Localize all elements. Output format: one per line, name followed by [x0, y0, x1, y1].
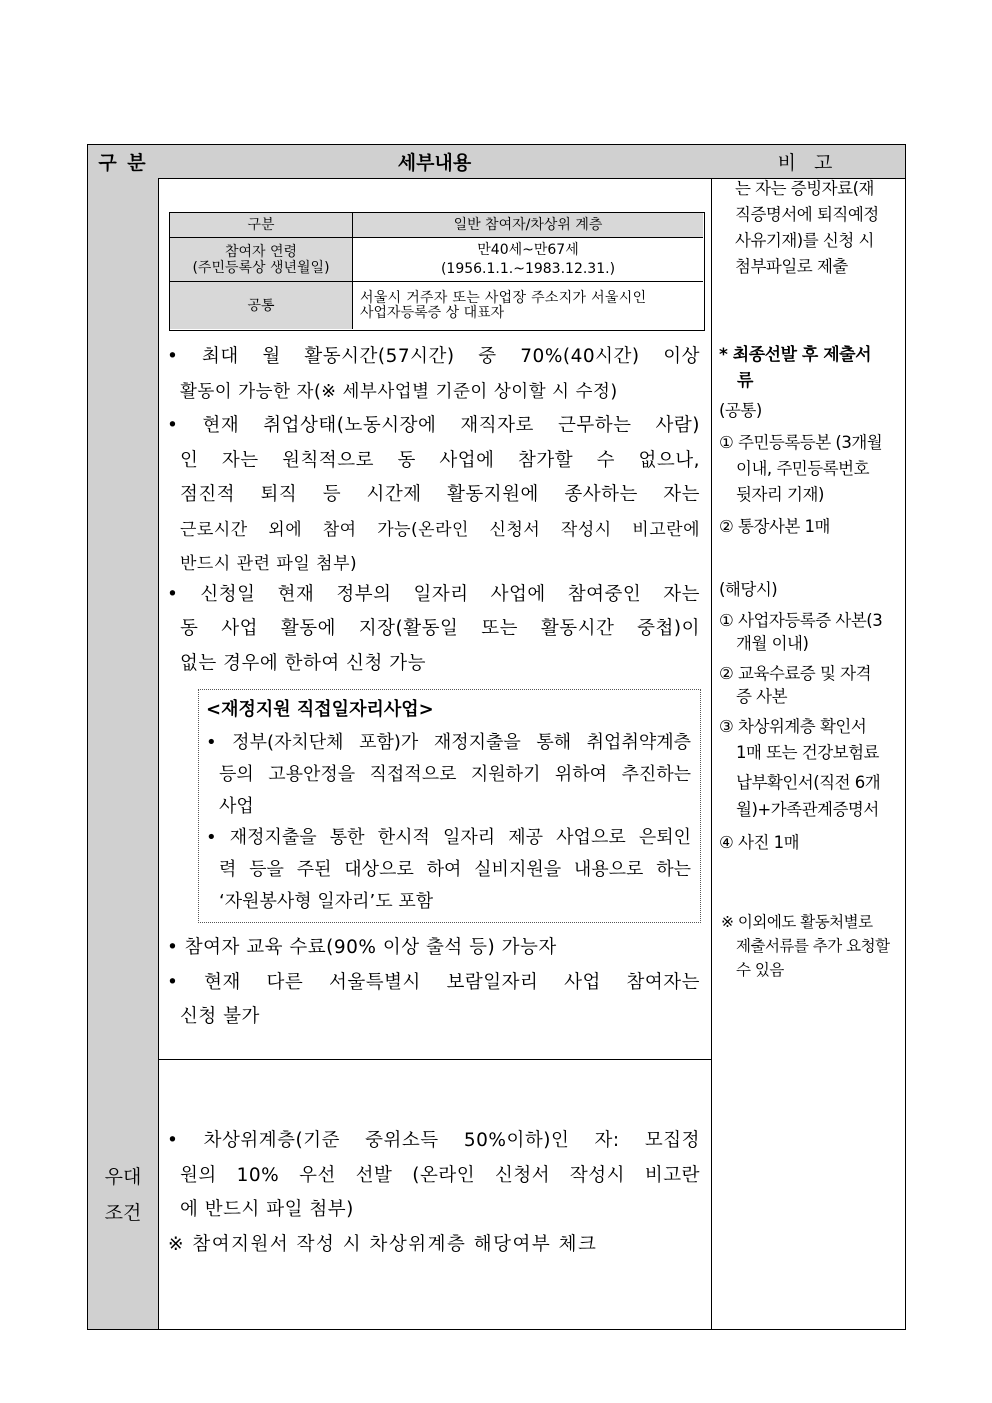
remark-top-4: 첨부파일로 제출: [735, 257, 848, 276]
header-col-category-label: 구 분: [98, 152, 148, 174]
bullet-2-line-4: 근로시간 외에 참여 가능(온라인 신청서 작성시 비고란에: [180, 520, 700, 540]
bullet-2-line-1: • 현재 취업상태(노동시장에 재직자로 근무하는 사람): [167, 415, 700, 436]
remark-note-1: ※ 이외에도 활동처별로: [721, 913, 873, 931]
bullet-3-line-3: 없는 경우에 한하여 신청 가능: [180, 653, 426, 674]
eligibility-header-target: 일반 참여자/차상위 계층: [353, 213, 703, 238]
remark-common-2: ② 통장사본 1매: [719, 517, 830, 536]
remark-final-title-2: 류: [737, 371, 753, 391]
bullet-3-line-1: • 신청일 현재 정부의 일자리 사업에 참여중인 자는: [167, 584, 700, 605]
remark-app-4: ④ 사진 1매: [719, 833, 800, 852]
remark-common-1-line-1: ① 주민등록등본 (3개월: [719, 433, 883, 452]
remark-final-title-1: * 최종선발 후 제출서: [719, 345, 872, 365]
box-line-3: 사업: [219, 796, 254, 817]
remark-top-3: 사유기재)를 신청 시: [735, 231, 874, 250]
bullet-2-line-5: 반드시 관련 파일 첨부): [180, 554, 358, 574]
box-line-1: • 정부(자치단체 포함)가 재정지출을 통해 취업취약계층: [206, 732, 691, 753]
remark-app-2-line-1: ② 교육수료증 및 자격: [719, 664, 872, 683]
remark-applicable-label: (해당시): [719, 580, 778, 599]
bullet-3-line-2: 동 사업 활동에 지장(활동일 또는 활동시간 중첩)이: [180, 618, 700, 639]
eligibility-age-label: 참여자 연령 (주민등록상 생년월일): [170, 238, 353, 282]
remark-note-2: 제출서류를 추가 요청할: [736, 937, 890, 955]
remark-app-3-line-3: 납부확인서(직전 6개: [736, 773, 881, 792]
bullet-1-line-2: 활동이 가능한 자(※ 세부사업별 기준이 상이할 시 수정): [180, 382, 618, 402]
eligibility-age-value: 만40세~만67세 (1956.1.1.~1983.12.31.): [353, 238, 703, 282]
row1-category-cell: [87, 178, 159, 1060]
eligibility-table: [169, 212, 705, 331]
box-line-6: ‘자원봉사형 일자리’도 포함: [219, 891, 434, 912]
pref-line-3: 에 반드시 파일 첨부): [180, 1199, 354, 1220]
bullet-5-line-2: 신청 불가: [180, 1006, 260, 1027]
bullet-2-line-3: 점진적 퇴직 등 시간제 활동지원에 종사하는 자는: [180, 484, 700, 505]
remark-note-3: 수 있음: [736, 961, 784, 979]
header-col-remarks: [711, 144, 906, 179]
pref-line-4: ※ 참여지원서 작성 시 차상위계층 해당여부 체크: [168, 1234, 598, 1255]
remark-app-3-line-1: ③ 차상위계층 확인서: [719, 717, 867, 736]
remark-app-3-line-2: 1매 또는 건강보험료: [736, 743, 879, 762]
bullet-2-line-2: 인 자는 원칙적으로 동 사업에 참가할 수 없으나,: [180, 450, 700, 471]
bullet-5-line-1: • 현재 다른 서울특별시 보람일자리 사업 참여자는: [167, 972, 700, 993]
box-line-5: 력 등을 주된 대상으로 하여 실비지원을 내용으로 하는: [219, 859, 691, 880]
pref-line-1: • 차상위계층(기준 중위소득 50%이하)인 자: 모집정: [167, 1130, 700, 1151]
eligibility-common-value: 서울시 거주자 또는 사업장 주소지가 서울시인 사업자등록증 상 대표자: [360, 289, 647, 321]
row2-category-label-2: 조건: [104, 1202, 142, 1224]
pref-line-2: 원의 10% 우선 선발 (온라인 신청서 작성시 비고란: [180, 1165, 700, 1186]
row2-category-label-1: 우대: [104, 1166, 142, 1188]
bullet-4-line-1: • 참여자 교육 수료(90% 이상 출석 등) 가능자: [167, 937, 557, 958]
remark-common-1-line-3: 뒷자리 기재): [736, 485, 824, 504]
eligibility-common-label: 공통: [170, 282, 353, 329]
box-line-4: • 재정지출을 통한 한시적 일자리 제공 사업으로 은퇴인: [206, 827, 691, 848]
remark-app-1-line-2: 개월 이내): [736, 634, 809, 653]
remark-app-2-line-2: 증 사본: [736, 687, 788, 706]
remark-app-3-line-4: 월)+가족관계증명서: [736, 800, 879, 819]
row2-category-cell: [87, 1059, 159, 1330]
box-line-2: 등의 고용안정을 직접적으로 지원하기 위하여 추진하는: [219, 764, 691, 785]
eligibility-header-category: 구분: [170, 213, 353, 238]
remark-app-1-line-1: ① 사업자등록증 사본(3: [719, 611, 883, 630]
header-col-details: [158, 144, 712, 179]
header-col-category: [87, 144, 159, 179]
header-col-details-label: 세부내용: [397, 152, 472, 174]
direct-job-program-title: <재정지원 직접일자리사업>: [206, 699, 434, 720]
remark-common-label: (공통): [719, 401, 762, 420]
remark-top-1: 는 자는 증빙자료(재: [735, 179, 874, 198]
bullet-1-line-1: • 최대 월 활동시간(57시간) 중 70%(40시간) 이상: [167, 346, 700, 367]
remark-common-1-line-2: 이내, 주민등록번호: [736, 459, 870, 478]
header-col-remarks-label: 비 고: [777, 152, 839, 174]
remark-top-2: 직증명서에 퇴직예정: [735, 205, 879, 224]
